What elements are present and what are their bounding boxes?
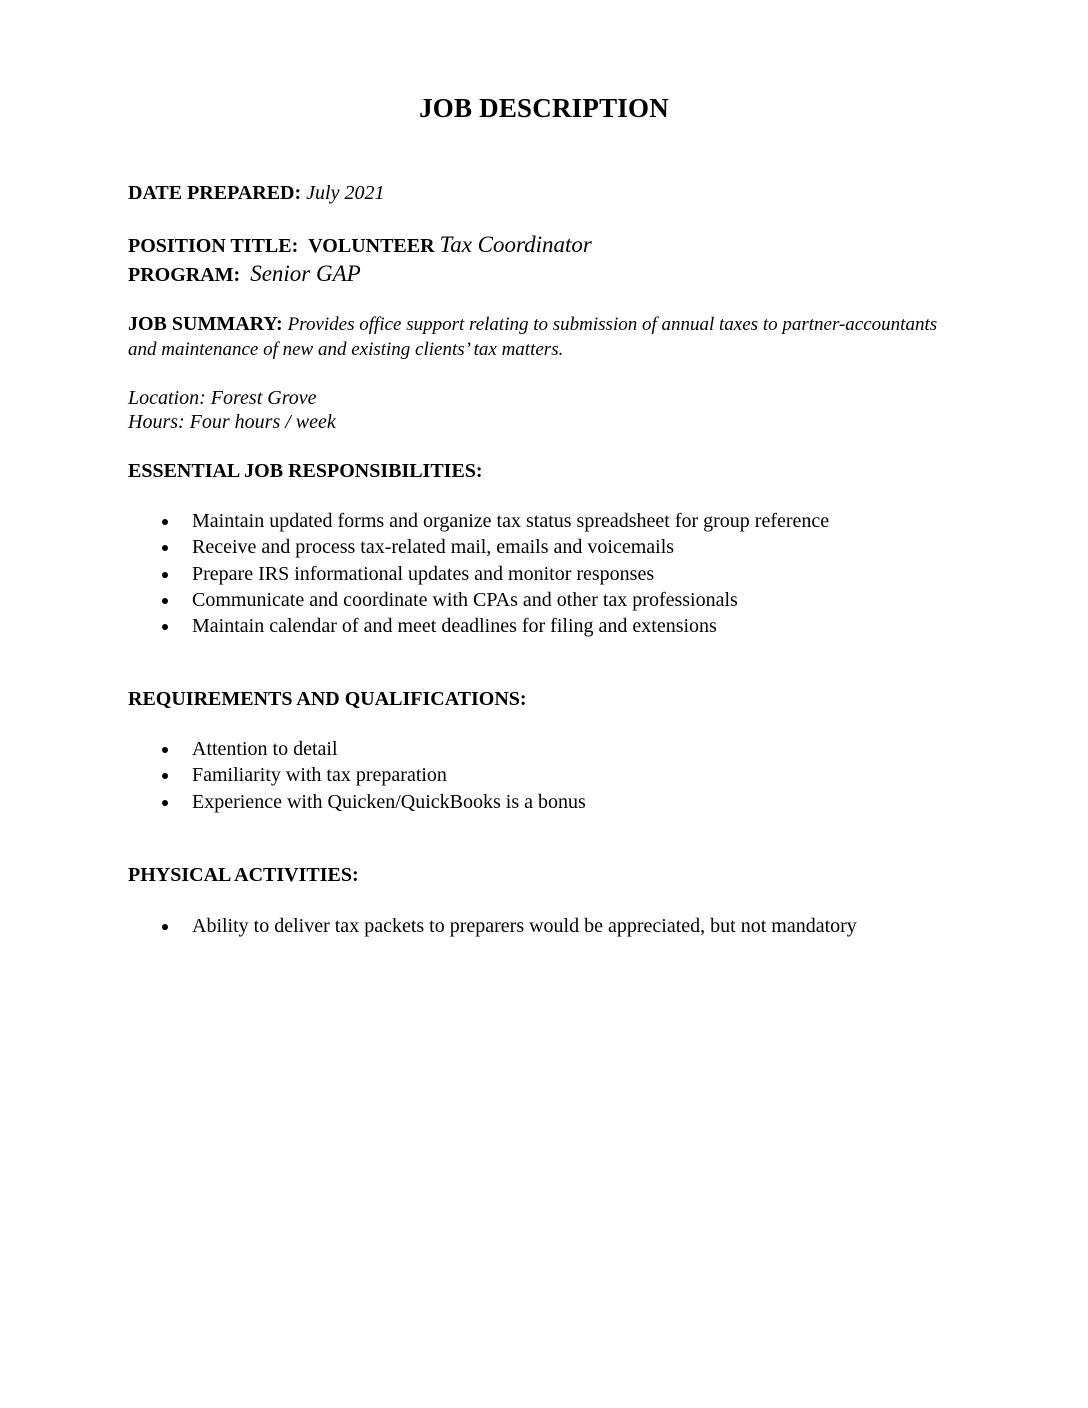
position-title-caps: VOLUNTEER (308, 235, 435, 257)
list-item-text: Attention to detail (192, 738, 338, 760)
list-item (160, 534, 980, 560)
bullet-icon (162, 624, 168, 630)
bullet-icon (162, 773, 168, 779)
bullet-icon (162, 572, 168, 578)
list-item (160, 789, 980, 815)
list-item-text: Maintain calendar of and meet deadlines for filing and extensions (192, 615, 717, 638)
list-item (160, 508, 980, 534)
list-item (160, 762, 980, 788)
list-item-text: Ability to deliver tax packets to preparers would be appreciated, but not mandatory (192, 915, 857, 937)
date-prepared-line (128, 180, 968, 206)
bullet-icon (162, 747, 168, 753)
job-summary-label: JOB SUMMARY: (128, 313, 283, 335)
program-line (128, 261, 968, 288)
responsibilities-list (160, 508, 980, 639)
list-item (160, 913, 980, 939)
bullet-icon (162, 545, 168, 551)
position-title-line (128, 232, 968, 259)
bullet-icon (162, 519, 168, 525)
location-line: Location: Forest Grove (128, 387, 317, 409)
list-item-text: Familiarity with tax preparation (192, 764, 447, 787)
position-title-value: Tax Coordinator (439, 232, 592, 257)
list-item-text: Receive and process tax-related mail, emails and voicemails (192, 536, 675, 559)
requirements-list (160, 736, 980, 815)
hours-line: Hours: Four hours / week (128, 411, 336, 433)
document-title: JOB DESCRIPTION (419, 93, 669, 123)
program-label: PROGRAM: (128, 264, 241, 286)
list-item-text: Maintain updated forms and organize tax status spreadsheet for group reference (192, 510, 830, 532)
physical-list (160, 913, 980, 939)
list-item-text: Experience with Quicken/QuickBooks is a bonus (192, 790, 586, 813)
job-summary-text: Provides office support relating to submission of annual taxes to partner-accountants and maintenance of new and existing clients’ tax matters. (128, 314, 938, 360)
list-item (160, 736, 980, 762)
list-item-text: Communicate and coordinate with CPAs and other tax professionals (192, 588, 738, 611)
program-value: Senior GAP (250, 261, 361, 286)
date-prepared-value: July 2021 (306, 182, 385, 204)
responsibilities-heading: ESSENTIAL JOB RESPONSIBILITIES: (128, 460, 483, 482)
list-item-text: Prepare IRS informational updates and monitor responses (192, 562, 655, 585)
job-summary (128, 312, 968, 362)
position-title-label: POSITION TITLE: (128, 235, 299, 257)
physical-heading: PHYSICAL ACTIVITIES: (128, 864, 359, 886)
list-item (160, 561, 980, 587)
bullet-icon (162, 598, 168, 604)
requirements-heading: REQUIREMENTS AND QUALIFICATIONS: (128, 688, 527, 710)
date-prepared-label: DATE PREPARED: (128, 182, 302, 204)
list-item (160, 587, 980, 613)
bullet-icon (162, 800, 168, 806)
list-item (160, 613, 980, 639)
bullet-icon (162, 924, 168, 930)
